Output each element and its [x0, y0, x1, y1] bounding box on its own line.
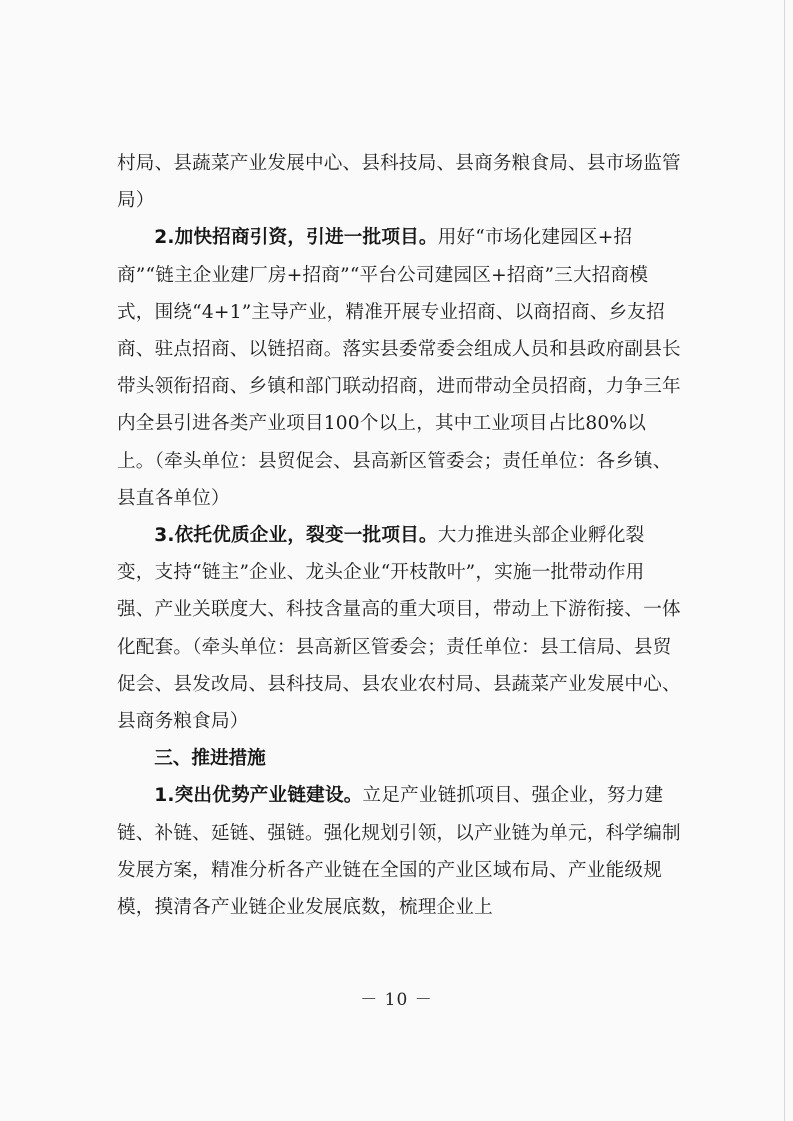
paragraph-continuation — [117, 145, 682, 219]
paragraph-text: 立足产业链抓项目、强企业，努力建链、补链、延链、强链。强化规划引领，以产业链为单元，科学编制发展方案，精准分析各产业链在全国的产业区域布局、产业能级规模，摸清各产业链企业发展底数，梳理企业上 — [117, 785, 681, 919]
paragraph-text: 用好“市场化建园区+招商”“链主企业建厂房+招商”“平台公司建园区+招商”三大招商模式，围绕“4+1”主导产业，精准开展专业招商、以商招商、乡友招商、驻点招商、以链招商。落实县委常委会组成人员和县政府副县长带头领衔招商、乡镇和部门联动招商，进而带动全员招商，力争三年内全县引进各类产业项目100个以上，其中工业项目占比80%以上。（牵头单位：县贸促会、县高新区管委会；责任单位：各乡镇、县直各单位） — [117, 227, 681, 509]
paragraph-text: 大力推进头部企业孵化裂变，支持“链主”企业、龙头企业“开枝散叶”，实施一批带动作用强、产业关联度大、科技含量高的重大项目，带动上下游衔接、一体化配套。（牵头单位：县高新区管委会；责任单位：县工信局、县贸促会、县发改局、县科技局、县农业农村局、县蔬菜产业发展中心、县商务粮食局） — [117, 525, 681, 733]
page-number: － 10 － — [360, 990, 433, 1010]
paragraph-heading: 1.突出优势产业链建设。 — [154, 785, 363, 807]
paragraph-industry-chain — [117, 777, 682, 926]
paragraph-quality-enterprises — [117, 517, 682, 740]
page-edge-line — [784, 0, 785, 1121]
paragraph-text: 村局、县蔬菜产业发展中心、县科技局、县商务粮食局、县市场监管局） — [117, 153, 681, 212]
paragraph-investment-attraction — [117, 219, 682, 517]
section-heading-measures: 三、推进措施 — [154, 748, 266, 770]
paragraph-heading: 3.依托优质企业，裂变一批项目。 — [154, 525, 438, 547]
paragraph-heading: 2.加快招商引资，引进一批项目。 — [154, 227, 438, 249]
document-body — [117, 145, 682, 926]
